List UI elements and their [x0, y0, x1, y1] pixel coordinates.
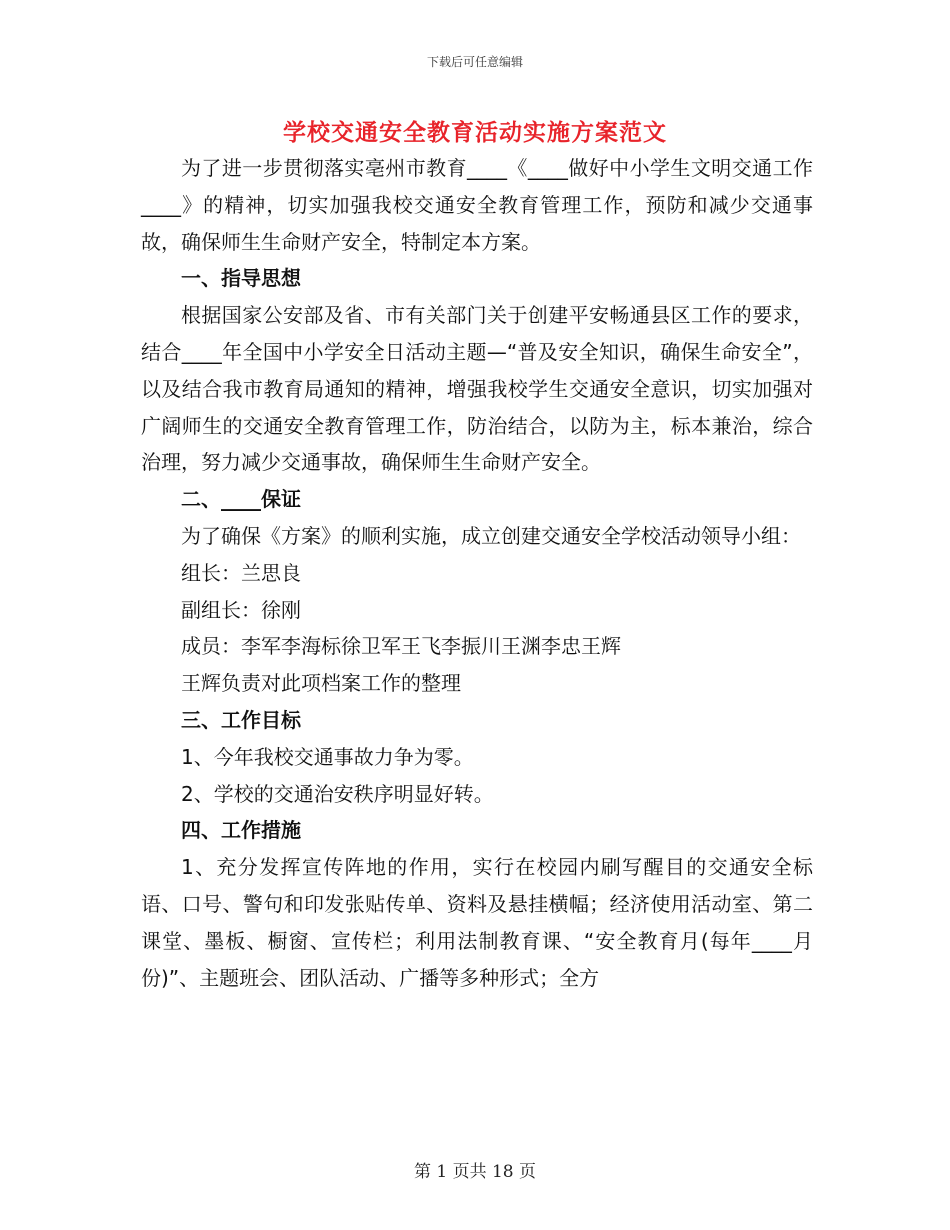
intro-paragraph: 为了进一步贯彻落实亳州市教育____《____做好中小学生文明交通工作____》的精神，切实加强我校交通安全教育管理工作，预防和减少交通事故，确保师生生命财产安全，特制定本方案。 [141, 156, 813, 254]
archive-responsibility-line: 王辉负责对此项档案工作的整理 [181, 671, 461, 696]
goal-item-2: 2、学校的交通治安秩序明显好转。 [181, 781, 494, 806]
guarantee-paragraph: 为了确保《方案》的顺利实施，成立创建交通安全学校活动领导小组： [181, 523, 801, 548]
measure-item-1: 1、充分发挥宣传阵地的作用，实行在校园内刷写醒目的交通安全标语、口号、警句和印发张贴传单、资料及悬挂横幅；经济使用活动室、第二课堂、墨板、橱窗、宣传栏；利用法制教育课、“安全教育月(每年____月份)”、主题班会、团队活动、广播等多种形式；全方 [141, 855, 813, 990]
section-heading-work-measures: 四、工作措施 [181, 818, 301, 843]
section-heading-guarantee: 二、____保证 [181, 487, 301, 512]
goal-item-1: 1、今年我校交通事故力争为零。 [181, 744, 474, 769]
section-heading-work-goals: 三、工作目标 [181, 707, 301, 732]
guiding-ideology-paragraph: 根据国家公安部及省、市有关部门关于创建平安畅通县区工作的要求，结合____年全国中小学安全日活动主题—“普及安全知识，确保生命安全”，以及结合我市教育局通知的精神，增强我校学生交通安全意识，切实加强对广阔师生的交通安全教育管理工作，防治结合，以防为主，标本兼治，综合治理，努力减少交通事故，确保师生生命财产安全。 [141, 303, 813, 475]
section-heading-guiding-ideology: 一、指导思想 [181, 266, 301, 291]
deputy-leader-line: 副组长：徐刚 [181, 597, 301, 622]
group-leader-line: 组长：兰思良 [181, 560, 301, 585]
page-number: 第 1 页共 18 页 [413, 1162, 537, 1182]
header-note: 下载后可任意编辑 [426, 55, 523, 69]
document-body [141, 150, 813, 996]
document-title: 学校交通安全教育活动实施方案范文 [283, 120, 667, 146]
members-line: 成员：李军李海标徐卫军王飞李振川王渊李忠王辉 [181, 634, 621, 659]
